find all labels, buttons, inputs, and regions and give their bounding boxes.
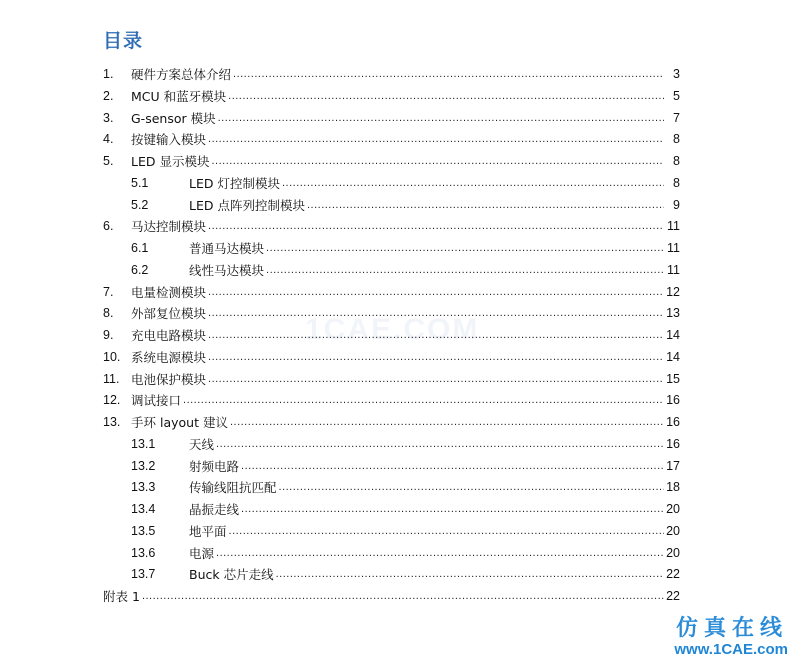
toc-entry-number: 11. [103,371,120,386]
toc-entry[interactable] [103,280,680,300]
toc-dot-leader [142,589,664,604]
toc-entry[interactable] [103,388,680,408]
brand-logo [674,615,788,659]
toc-dot-leader [216,437,664,452]
toc-entry-page: 16 [666,436,680,451]
toc-entry-number: 13.2 [131,458,156,473]
toc-entry[interactable] [131,541,680,561]
toc-entry[interactable] [103,127,680,147]
toc-entry-title: 手环 layout 建议 [131,415,228,430]
toc-entry-title: LED 点阵列控制模块 [189,197,305,213]
toc-entry-page: 5 [673,88,680,103]
toc-entry-title: 电量检测模块 [131,284,207,300]
toc-entry-title: 按键输入模块 [131,132,207,148]
toc-dot-leader [276,567,664,582]
toc-entry[interactable] [131,497,680,517]
toc-entry-page: 20 [666,545,680,560]
toc-entry-page: 22 [666,567,680,582]
toc-entry-title: 普通马达模块 [189,241,265,256]
toc-entry[interactable] [103,410,680,430]
toc-entry-title: LED 灯控制模块 [189,175,280,191]
toc-entry-page: 7 [673,110,680,125]
toc-entry-title: 充电电路模块 [131,328,207,343]
toc-entry-page: 12 [666,284,680,299]
toc-entry[interactable] [103,345,680,365]
toc-entry-title: LED 显示模块 [131,154,210,169]
toc-dot-leader [233,67,664,82]
toc-entry-title: 附表 1 [103,589,140,604]
toc-dot-leader [208,306,664,321]
toc-entry-page: 15 [666,371,680,386]
watermark: 1CAE.COM [305,313,480,346]
toc-entry-title: 系统电源模块 [131,349,207,365]
toc-entry[interactable] [103,301,680,321]
toc-entry-number: 8. [103,306,114,321]
toc-dot-leader [279,480,664,495]
toc-entry-title: 天线 [189,436,215,452]
toc-entry-number: 7. [103,284,114,299]
toc-entry-number: 13.4 [131,502,156,516]
toc-entry[interactable] [131,432,680,452]
toc-entry-page: 16 [666,393,680,408]
toc-entry-page: 8 [673,175,680,190]
toc-entry-number: 13.7 [131,567,156,582]
toc-entry[interactable] [103,367,680,387]
toc-entry[interactable] [103,62,680,82]
toc-entry-title: 线性马达模块 [189,262,265,278]
toc-entry[interactable] [103,214,680,234]
toc-entry-title: Buck 芯片走线 [189,567,274,583]
toc-entry-page: 20 [666,502,680,516]
toc-dot-leader [208,132,664,147]
toc-entry-number: 13.1 [131,436,156,451]
toc-entry[interactable] [131,562,680,582]
toc-dot-leader [208,372,664,387]
toc-entry-page: 11 [667,219,680,234]
toc-entry-page: 11 [667,262,680,277]
toc-entry[interactable] [131,519,680,539]
toc-entry-number: 4. [103,132,114,147]
toc-entry-number: 13.5 [131,523,156,538]
toc-entry-page: 17 [666,458,680,473]
toc-heading: 目录 [103,30,144,52]
toc-entry-title: G-sensor 模块 [131,110,216,126]
toc-entry-number: 9. [103,328,114,342]
toc-entry[interactable] [131,475,680,495]
toc-dot-leader [216,546,664,561]
toc-dot-leader [208,350,664,365]
toc-entry[interactable] [131,193,680,213]
toc-entry-number: 6.1 [131,241,149,255]
toc-entry[interactable] [103,584,680,604]
toc-entry[interactable] [131,236,680,256]
toc-dot-leader [282,176,664,191]
toc-entry-page: 11 [667,241,680,255]
toc-entry[interactable] [103,323,680,343]
toc-dot-leader [266,241,664,256]
toc-entry-number: 6. [103,219,114,234]
toc-entry-page: 8 [673,154,680,168]
toc-entry-number: 6.2 [131,262,149,277]
toc-entry-page: 22 [666,589,680,603]
toc-entry[interactable] [103,106,680,126]
toc-entry[interactable] [131,258,680,278]
toc-entry-page: 8 [673,132,680,147]
toc-entry-title: 调试接口 [131,393,182,409]
toc-entry-number: 1. [103,67,114,81]
toc-entry-page: 14 [666,328,680,342]
toc-entry-title: 传输线阻抗匹配 [189,480,277,496]
toc-dot-leader [211,154,664,169]
toc-entry-number: 13. [103,415,121,429]
toc-entry-page: 18 [666,480,680,495]
toc-dot-leader [208,219,664,234]
toc-entry-title: 外部复位模块 [131,306,207,322]
toc-entry[interactable] [103,149,680,169]
toc-entry-title: 地平面 [189,523,227,539]
toc-dot-leader [307,198,664,213]
toc-entry-number: 12. [103,393,121,408]
toc-entry-page: 3 [673,67,680,81]
toc-entry-number: 5.2 [131,197,149,212]
toc-entry[interactable] [131,171,680,191]
toc-entry[interactable] [131,454,680,474]
toc-dot-leader [208,328,664,343]
toc-entry-number: 3. [103,110,114,125]
toc-dot-leader [230,415,664,430]
toc-entry-number: 10. [103,349,121,364]
toc-entry-title: MCU 和蓝牙模块 [131,88,227,104]
toc-entry-page: 13 [666,306,680,321]
toc-dot-leader [266,263,664,278]
toc-entry-title: 硬件方案总体介绍 [131,67,232,82]
toc-dot-leader [218,111,664,126]
brand-name: 仿真在线 [675,615,788,641]
toc-entry-title: 电池保护模块 [131,371,207,387]
toc-entry-title: 马达控制模块 [131,219,207,235]
toc-entry-number: 5.1 [131,175,149,190]
toc-dot-leader [241,502,664,517]
brand-url[interactable]: www.1CAE.com [674,641,788,658]
toc-entry-title: 射频电路 [189,458,240,474]
toc-entry[interactable] [103,84,680,104]
toc-entry-number: 5. [103,154,114,168]
toc-dot-leader [183,393,664,408]
toc-entry-page: 16 [666,415,680,429]
toc-entry-number: 13.6 [131,545,156,560]
toc-dot-leader [229,524,664,539]
toc-entry-number: 2. [103,88,114,103]
toc-entry-number: 13.3 [131,480,156,495]
toc-entry-page: 9 [673,197,680,212]
toc-entry-title: 晶振走线 [189,502,240,517]
toc-entry-title: 电源 [189,545,215,561]
toc-dot-leader [208,285,664,300]
toc-entry-page: 20 [666,523,680,538]
toc-dot-leader [228,89,664,104]
toc-entry-page: 14 [666,349,680,364]
toc-dot-leader [241,459,664,474]
